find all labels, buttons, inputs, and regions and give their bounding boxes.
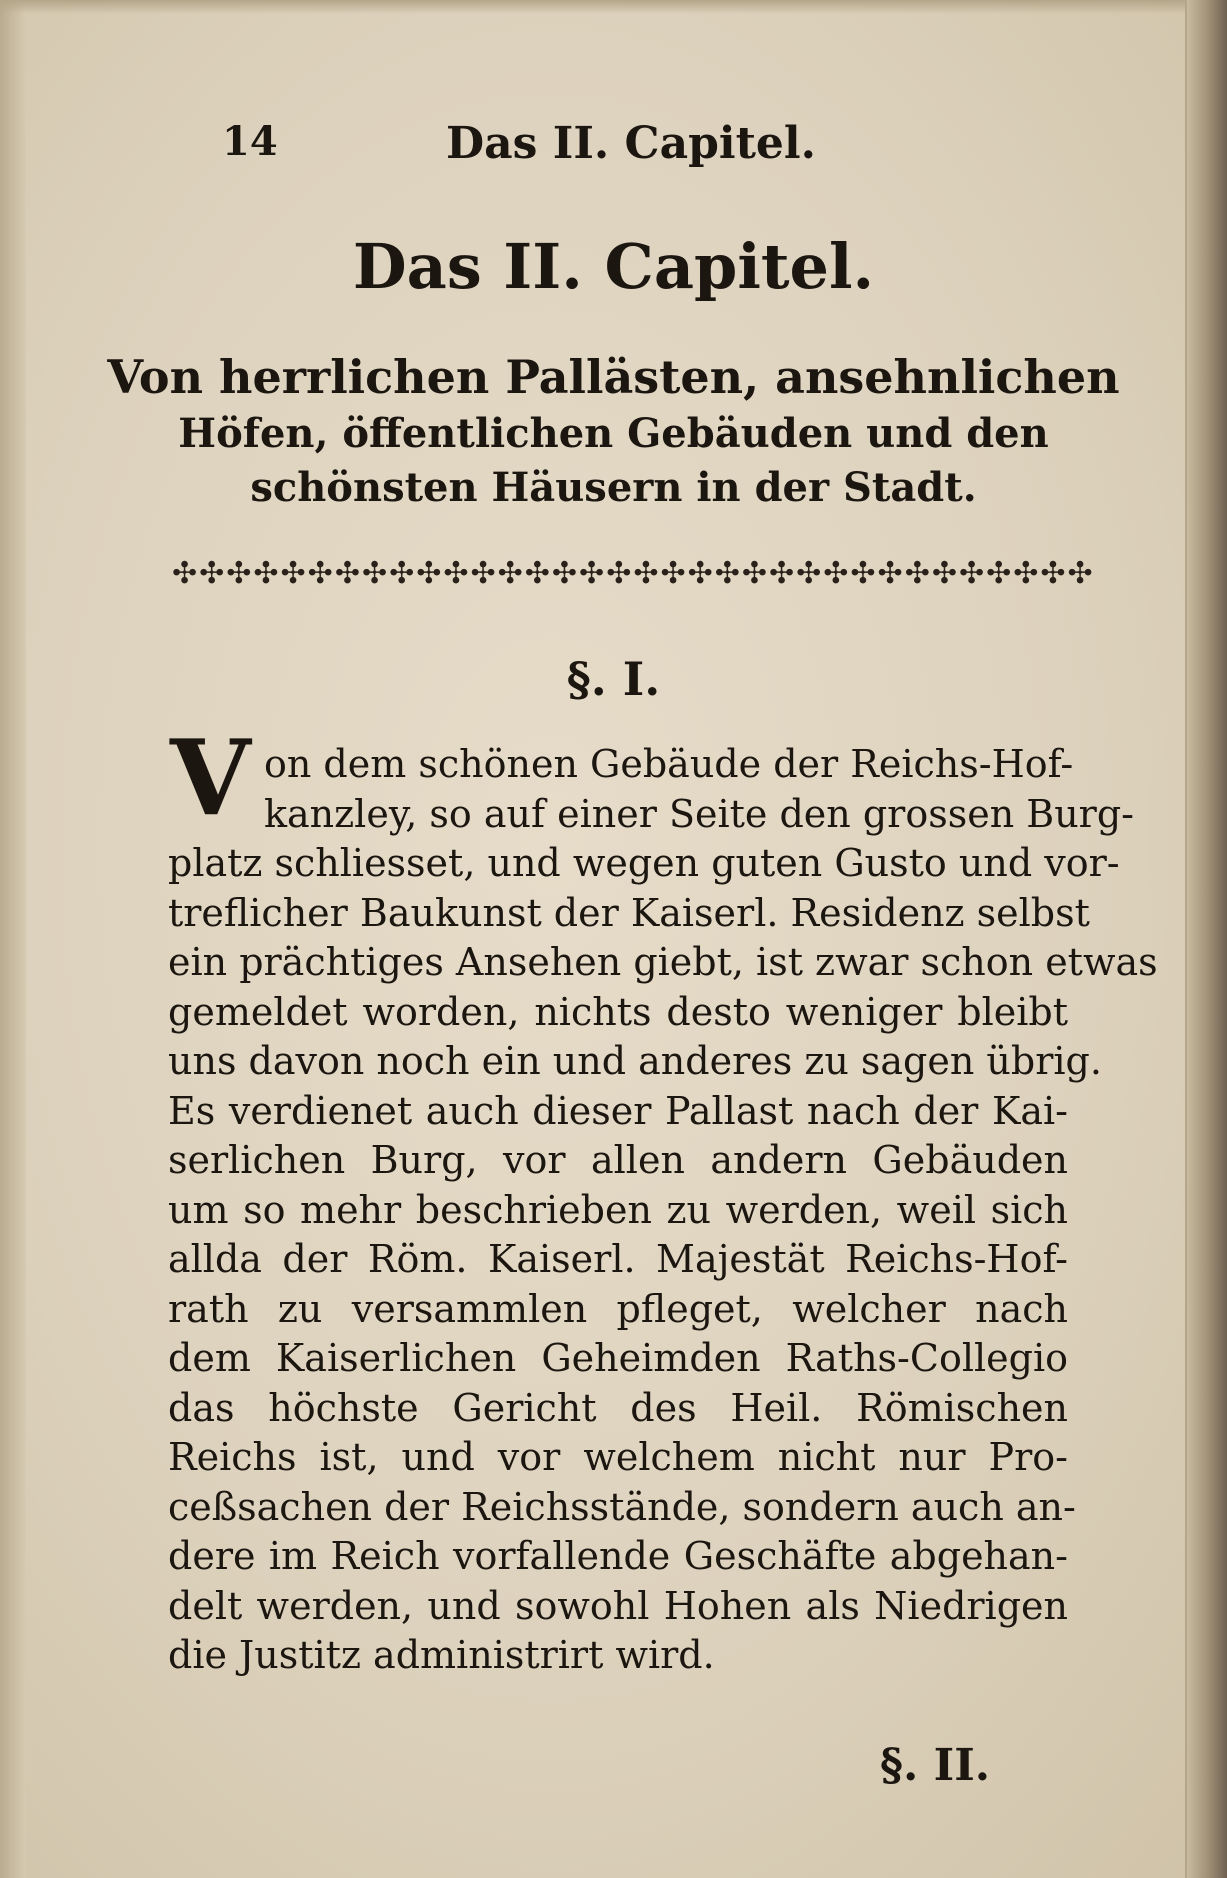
subtitle-line-2: Höfen, öffentlichen Gebäuden und den (178, 410, 1049, 457)
paragraph-line: serlichen Burg, vor allen andern Gebäuden (168, 1138, 1068, 1182)
paragraph-line: dem Kaiserlichen Geheimden Raths-Collegio (168, 1336, 1068, 1380)
chapter-title: Das II. Capitel. (352, 230, 875, 303)
paragraph-line: Es verdienet auch dieser Pallast nach der Kai- (168, 1088, 1068, 1133)
paragraph-line: uns davon noch ein und anderes zu sagen übrig. (168, 1039, 1102, 1083)
page-top-shadow (0, 0, 1227, 14)
paragraph-line: die Justitz administrirt wird. (168, 1633, 715, 1677)
paragraph-line: kanzley, so auf einer Seite den grossen Burg- (264, 791, 1134, 836)
page-number: 14 (222, 118, 278, 165)
paragraph-line: platz schliesset, und wegen guten Gusto und vor- (168, 841, 1120, 885)
body-paragraph (168, 740, 1158, 1681)
paragraph-line: on dem schönen Gebäude der Reichs-Hof- (264, 742, 1074, 786)
paragraph-line: ceßsachen der Reichsstände, sondern auch an- (168, 1484, 1076, 1529)
paragraph-line: treflicher Baukunst der Kaiserl. Residenz selbst (168, 890, 1090, 935)
paragraph-line: allda der Röm. Kaiserl. Majestät Reichs-Hof- (168, 1237, 1068, 1281)
paragraph-line: das höchste Gericht des Heil. Römischen (168, 1385, 1068, 1430)
paragraph-line: ein prächtiges Ansehen giebt, ist zwar schon etwas (168, 940, 1158, 984)
ornament-divider: ✣✣✣✣✣✣✣✣✣✣✣✣✣✣✣✣✣✣✣✣✣✣✣✣✣✣✣✣✣✣✣✣✣✣ (172, 556, 1095, 591)
paragraph-line: rath zu versammlen pfleget, welcher nach (168, 1286, 1068, 1331)
paragraph-line: gemeldet worden, nichts desto weniger bleibt (168, 989, 1068, 1034)
subtitle-line-1: Von herrlichen Pallästen, ansehnlichen (107, 350, 1120, 404)
paragraph-line: delt werden, und sowohl Hohen als Niedrigen (168, 1583, 1068, 1628)
section-heading: §. I. (566, 652, 661, 706)
subtitle-line-3: schönsten Häusern in der Stadt. (250, 464, 977, 511)
running-head-title: Das II. Capitel. (446, 118, 816, 169)
running-head (0, 118, 1227, 174)
paragraph-line: um so mehr beschrieben zu werden, weil sich (168, 1187, 1068, 1232)
paragraph-line: Reichs ist, und vor welchem nicht nur Pro- (168, 1435, 1068, 1479)
drop-cap: V (170, 716, 251, 839)
catchword: §. II. (880, 1740, 991, 1791)
paragraph-line: dere im Reich vorfallende Geschäfte abgehan- (168, 1534, 1068, 1578)
